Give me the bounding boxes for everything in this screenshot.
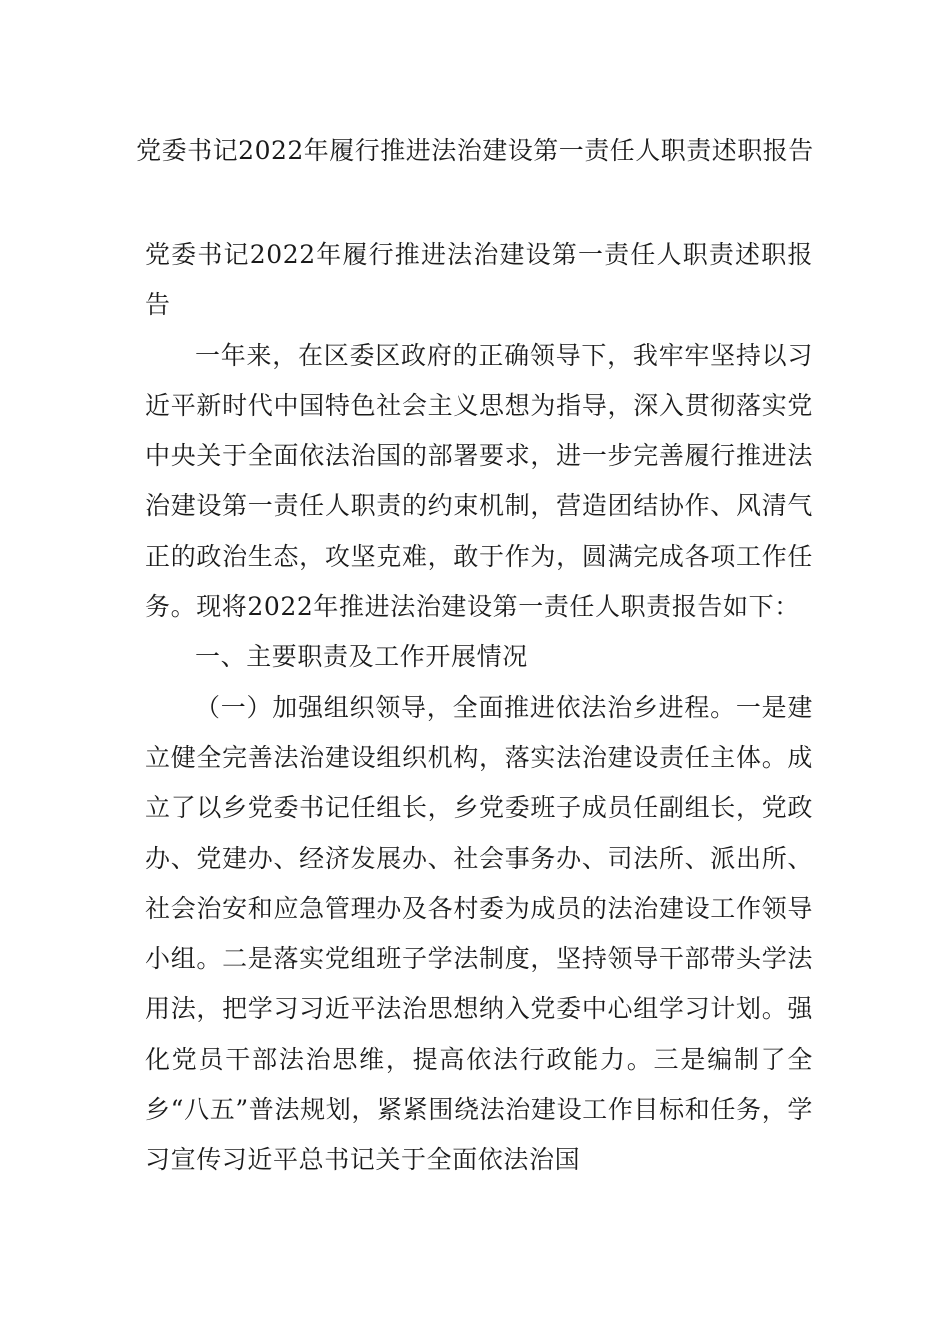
document-subtitle: 党委书记2022年履行推进法治建设第一责任人职责述职报告 bbox=[145, 240, 813, 320]
section-heading: 一、主要职责及工作开展情况 bbox=[195, 642, 528, 672]
section-paragraph: （一）加强组织领导，全面推进依法治乡进程。一是建立健全完善法治建设组织机构，落实法治建设责任主体。成立了以乡党委书记任组长，乡党委班子成员任副组长，党政办、党建办、经济发展办、社会事务办、司法所、派出所、社会治安和应急管理办及各村委为成员的法治建设工作领导小组。二是落实党组班子学法制度，坚持领导干部带头学法用法，把学习习近平法治思想纳入党委中心组学习计划。强化党员干部法治思维，提高依法行政能力。三是编制了全乡“八五”普法规划，紧紧围绕法治建设工作目标和任务，学习宣传习近平总书记关于全面依法治国 bbox=[145, 692, 813, 1175]
document-title: 党委书记2022年履行推进法治建设第一责任人职责述职报告 bbox=[136, 136, 814, 165]
document-body bbox=[145, 230, 813, 1186]
intro-paragraph: 一年来，在区委区政府的正确领导下，我牢牢坚持以习近平新时代中国特色社会主义思想为指导，深入贯彻落实党中央关于全面依法治国的部署要求，进一步完善履行推进法治建设第一责任人职责的约束机制，营造团结协作、风清气正的政治生态，攻坚克难，敢于作为，圆满完成各项工作任务。现将2022年推进法治建设第一责任人职责报告如下： bbox=[145, 340, 813, 622]
